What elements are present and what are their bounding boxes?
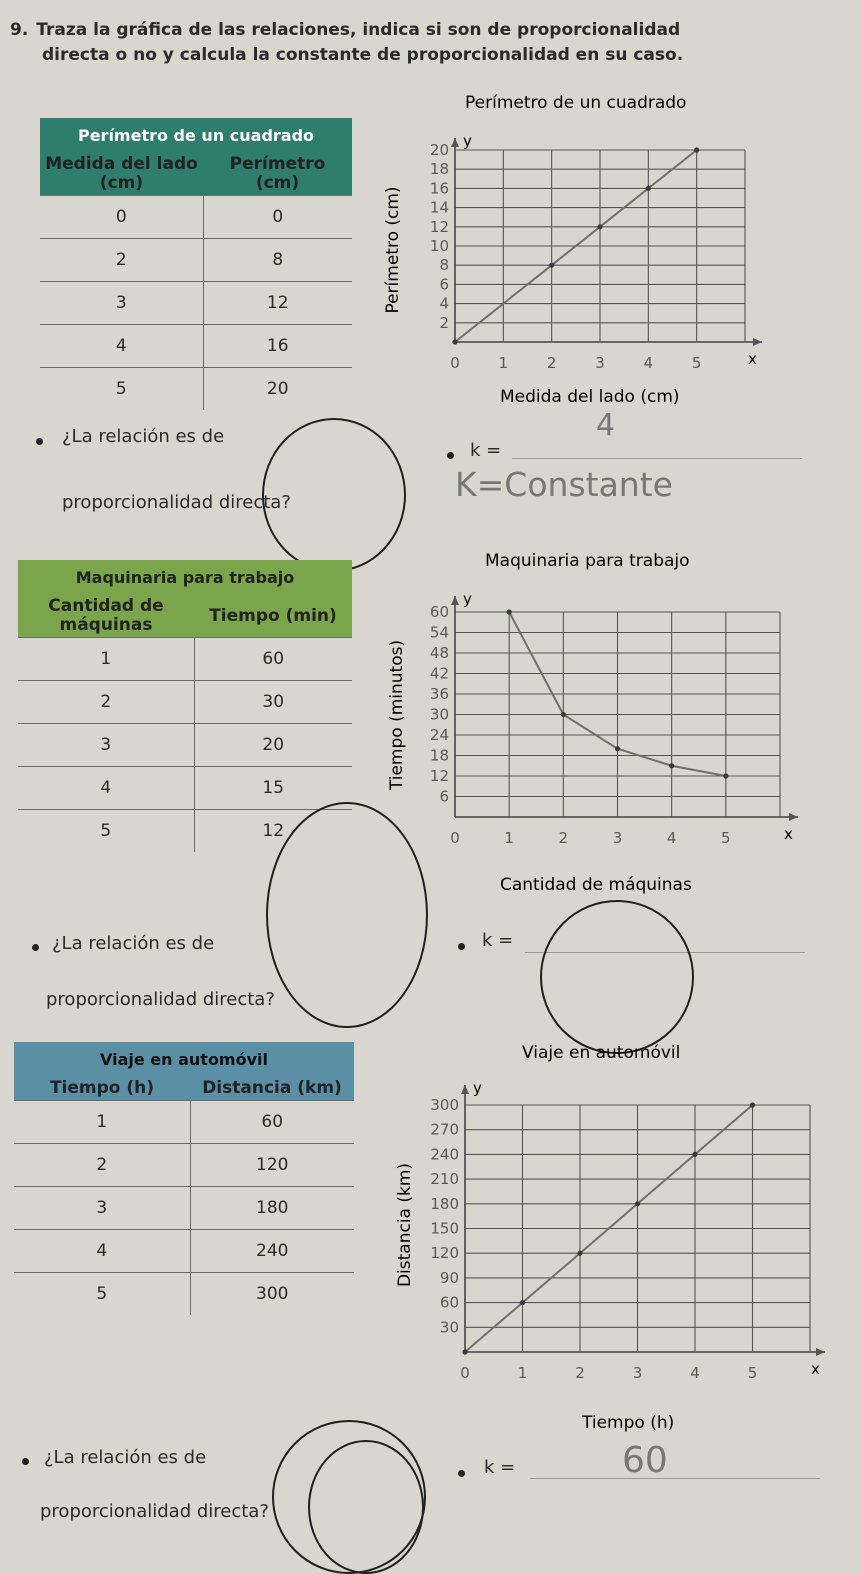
data-point <box>692 1152 697 1157</box>
table-header-col2: Perímetro (cm) <box>203 153 352 196</box>
table-cell: 12 <box>203 282 352 325</box>
table-title: Viaje en automóvil <box>14 1042 354 1077</box>
x-tick-handwritten: 5 <box>691 354 702 372</box>
instruction-line-1: Traza la gráfica de las relaciones, indica si son de proporcionalidad <box>36 20 681 40</box>
table-cell: 5 <box>18 810 194 853</box>
x-tick-handwritten: 0 <box>460 1364 470 1382</box>
instruction-line-2: directa o no y calcula la constante de proporcionalidad en su caso. <box>42 45 684 65</box>
table-cell: 1 <box>18 638 194 681</box>
table-cell: 20 <box>194 724 352 767</box>
table-cell: 0 <box>203 196 352 239</box>
y-axis-letter: y <box>463 590 472 608</box>
exercise-number: 9. <box>10 20 29 40</box>
table-title: Maquinaria para trabajo <box>18 560 352 595</box>
k-label: k = <box>482 930 514 951</box>
y-tick-handwritten: 12 <box>429 217 449 236</box>
k-answer-handwritten: 4 <box>596 408 616 443</box>
table-cell: 20 <box>203 368 352 411</box>
x-tick-handwritten: 2 <box>575 1364 585 1382</box>
y-tick-handwritten: 2 <box>439 313 449 332</box>
data-point <box>462 1349 467 1354</box>
y-tick-handwritten: 16 <box>429 179 449 198</box>
y-tick-handwritten: 20 <box>429 141 449 159</box>
data-point <box>635 1201 640 1206</box>
y-axis-arrow-icon <box>461 1085 469 1094</box>
table-cell: 4 <box>40 325 203 368</box>
table-cell: 8 <box>203 239 352 282</box>
table-cell: 12 <box>194 810 352 853</box>
table-cell: 60 <box>194 638 352 681</box>
x-tick-handwritten: 3 <box>632 1364 643 1382</box>
table-cell: 4 <box>14 1230 190 1273</box>
x-tick-handwritten: 4 <box>666 829 677 847</box>
chart-title: Perímetro de un cuadrado <box>465 93 687 113</box>
y-tick-handwritten: 180 <box>430 1194 459 1213</box>
table-header-col2: Distancia (km) <box>190 1077 354 1101</box>
y-axis-label: Tiempo (minutos) <box>387 639 407 791</box>
x-tick-handwritten: 3 <box>595 354 605 372</box>
table-title: Perímetro de un cuadrado <box>40 118 352 153</box>
k-answer-handwritten: 60 <box>622 1440 668 1481</box>
table-cell: 180 <box>190 1187 354 1230</box>
x-tick-handwritten: 4 <box>690 1364 700 1382</box>
x-axis-label: Cantidad de máquinas <box>500 875 692 895</box>
table-cell: 15 <box>194 767 352 810</box>
y-tick-handwritten: 42 <box>429 664 449 683</box>
y-tick-handwritten: 6 <box>439 787 449 806</box>
x-axis-letter: x <box>811 1360 820 1378</box>
question-line-1: ¿La relación es de <box>52 933 215 954</box>
table-cell: 2 <box>14 1144 190 1187</box>
x-tick-handwritten: 0 <box>450 829 460 847</box>
table-cell: 3 <box>18 724 194 767</box>
y-axis-label: Perímetro (cm) <box>383 186 403 314</box>
question-line-2: proporcionalidad directa? <box>40 1501 269 1522</box>
table-cell: 5 <box>40 368 203 411</box>
y-tick-handwritten: 30 <box>439 1318 459 1337</box>
table-cell: 0 <box>40 196 203 239</box>
y-axis-letter: y <box>473 1079 482 1097</box>
y-tick-handwritten: 18 <box>429 746 449 765</box>
x-tick-handwritten: 5 <box>721 829 731 847</box>
y-tick-handwritten: 48 <box>429 644 449 662</box>
y-tick-handwritten: 4 <box>439 294 449 313</box>
bullet-icon <box>458 1470 465 1477</box>
y-tick-handwritten: 6 <box>439 275 449 294</box>
k-answer-line <box>530 1478 820 1479</box>
y-tick-handwritten: 30 <box>429 705 449 724</box>
chart-title: Viaje en automóvil <box>522 1043 681 1063</box>
chart-title: Maquinaria para trabajo <box>485 551 690 571</box>
chart-grid <box>465 1105 810 1352</box>
k-label: k = <box>484 1457 516 1478</box>
x-tick-handwritten: 2 <box>546 354 557 372</box>
table-cell: 1 <box>14 1101 190 1144</box>
bullet-icon <box>22 1458 29 1465</box>
handwritten-note: K=Constante <box>455 465 673 504</box>
y-tick-handwritten: 210 <box>430 1170 459 1189</box>
question-line-1: ¿La relación es de <box>62 426 225 447</box>
question-line-2: proporcionalidad directa? <box>46 989 275 1010</box>
table-header-col1: Medida del lado (cm) <box>40 153 203 196</box>
y-tick-handwritten: 60 <box>439 1293 459 1312</box>
x-tick-handwritten: 1 <box>498 354 509 372</box>
table-cell: 240 <box>190 1230 354 1273</box>
data-point <box>750 1102 755 1107</box>
table-header-col2: Tiempo (min) <box>194 595 352 638</box>
y-tick-handwritten: 120 <box>430 1244 459 1263</box>
x-tick-handwritten: 0 <box>450 354 460 372</box>
y-tick-handwritten: 90 <box>439 1268 459 1287</box>
table-cell: 2 <box>40 239 203 282</box>
y-tick-handwritten: 270 <box>430 1120 459 1139</box>
x-axis-label: Tiempo (h) <box>582 1413 675 1433</box>
table-cell: 16 <box>203 325 352 368</box>
table-cell: 60 <box>190 1101 354 1144</box>
x-axis-letter: x <box>784 825 793 843</box>
y-axis-letter: y <box>463 132 472 150</box>
x-tick-handwritten: 5 <box>747 1364 758 1382</box>
y-tick-handwritten: 150 <box>430 1219 459 1238</box>
table-header-col1: Cantidad de máquinas <box>18 595 194 638</box>
x-tick-handwritten: 3 <box>612 829 623 847</box>
x-tick-handwritten: 4 <box>643 354 654 372</box>
k-label: k = <box>470 440 502 461</box>
y-tick-handwritten: 54 <box>429 623 449 642</box>
table-cell: 300 <box>190 1273 354 1316</box>
y-tick-handwritten: 18 <box>429 160 449 179</box>
drawn-circle <box>308 1440 424 1574</box>
x-tick-handwritten: 1 <box>517 1364 528 1382</box>
y-tick-handwritten: 60 <box>429 603 449 621</box>
data-point <box>577 1251 582 1256</box>
y-tick-handwritten: 8 <box>439 256 449 275</box>
table-header-col1: Tiempo (h) <box>14 1077 190 1101</box>
y-tick-handwritten: 240 <box>430 1145 459 1164</box>
y-axis-label: Distancia (km) <box>395 1162 415 1288</box>
table-cell: 3 <box>14 1187 190 1230</box>
table-cell: 2 <box>18 681 194 724</box>
y-tick-handwritten: 12 <box>429 767 449 785</box>
question-line-1: ¿La relación es de <box>44 1447 207 1468</box>
y-tick-handwritten: 36 <box>429 685 449 703</box>
y-tick-handwritten: 10 <box>429 237 449 255</box>
question-line-2: proporcionalidad directa? <box>62 492 291 513</box>
table-cell: 3 <box>40 282 203 325</box>
table-cell: 30 <box>194 681 352 724</box>
x-axis-arrow-icon <box>816 1348 825 1356</box>
data-point <box>520 1300 525 1305</box>
table-cell: 5 <box>14 1273 190 1316</box>
x-axis-label: Medida del lado (cm) <box>500 387 680 407</box>
y-tick-handwritten: 14 <box>429 198 449 217</box>
x-tick-handwritten: 1 <box>504 829 514 847</box>
x-axis-letter: x <box>748 350 757 368</box>
x-tick-handwritten: 2 <box>558 829 569 847</box>
y-tick-handwritten: 300 <box>430 1096 459 1114</box>
y-tick-handwritten: 24 <box>429 726 449 744</box>
table-cell: 120 <box>190 1144 354 1187</box>
table-cell: 4 <box>18 767 194 810</box>
